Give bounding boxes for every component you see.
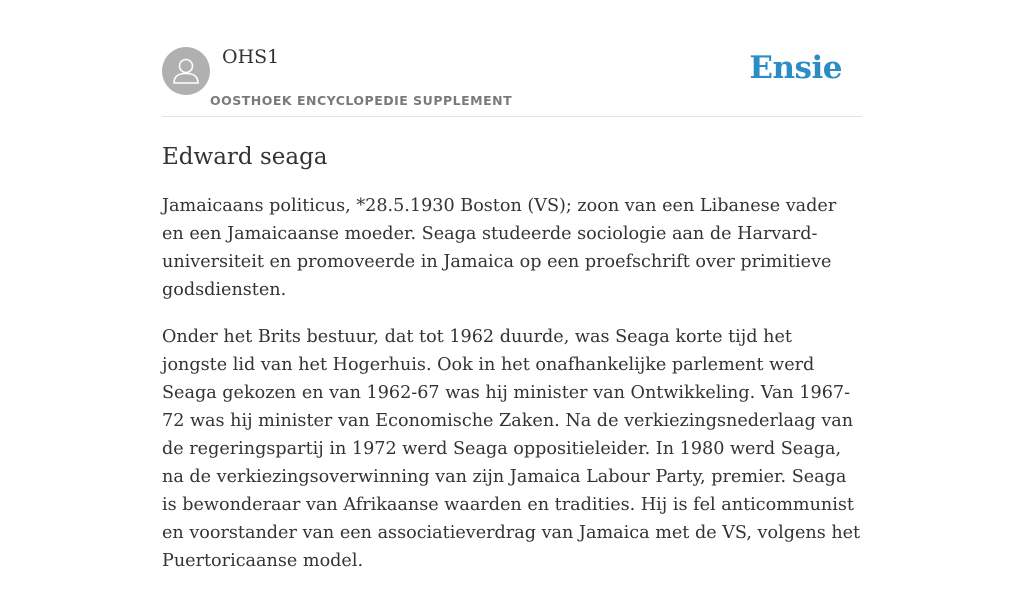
article-page: [162, 0, 862, 594]
avatar[interactable]: [162, 47, 210, 95]
user-icon: [162, 47, 210, 95]
article-paragraph: Jamaicaans politicus, *28.5.1930 Boston (VS); zoon van een Libanese vader en een Jamaicaanse moeder. Seaga studeerde sociologie aan de Harvard-universiteit en promoveerde in Jamaica op een proefschrift over primitieve godsdiensten.: [162, 196, 837, 300]
article-body: [162, 192, 862, 575]
article-paragraph: Onder het Brits bestuur, dat tot 1962 duurde, was Seaga korte tijd het jongste lid van het Hogerhuis. Ook in het onafhankelijke parlement werd Seaga gekozen en van 1962-67 was hij minister van Ontwikkeling. Van 1967-72 was hij minister van Economische Zaken. Na de verkiezingsnederlaag van de regeringspartij in 1972 werd Seaga oppositieleider. In 1980 werd Seaga, na de verkiezingsoverwinning van zijn Jamaica Labour Party, premier. Seaga is bewonderaar van Afrikaanse waarden en tradities. Hij is fel anticommunist en voorstander van een associatieverdrag van Jamaica met de VS, volgens het Puertoricaanse model.: [162, 327, 861, 571]
article-header: [162, 0, 862, 117]
article-title: Edward seaga: [162, 144, 328, 170]
ensie-logo[interactable]: Ensie: [749, 50, 842, 86]
collection-name[interactable]: OOSTHOEK ENCYCLOPEDIE SUPPLEMENT: [210, 93, 513, 108]
author-name[interactable]: OHS1: [222, 46, 280, 68]
